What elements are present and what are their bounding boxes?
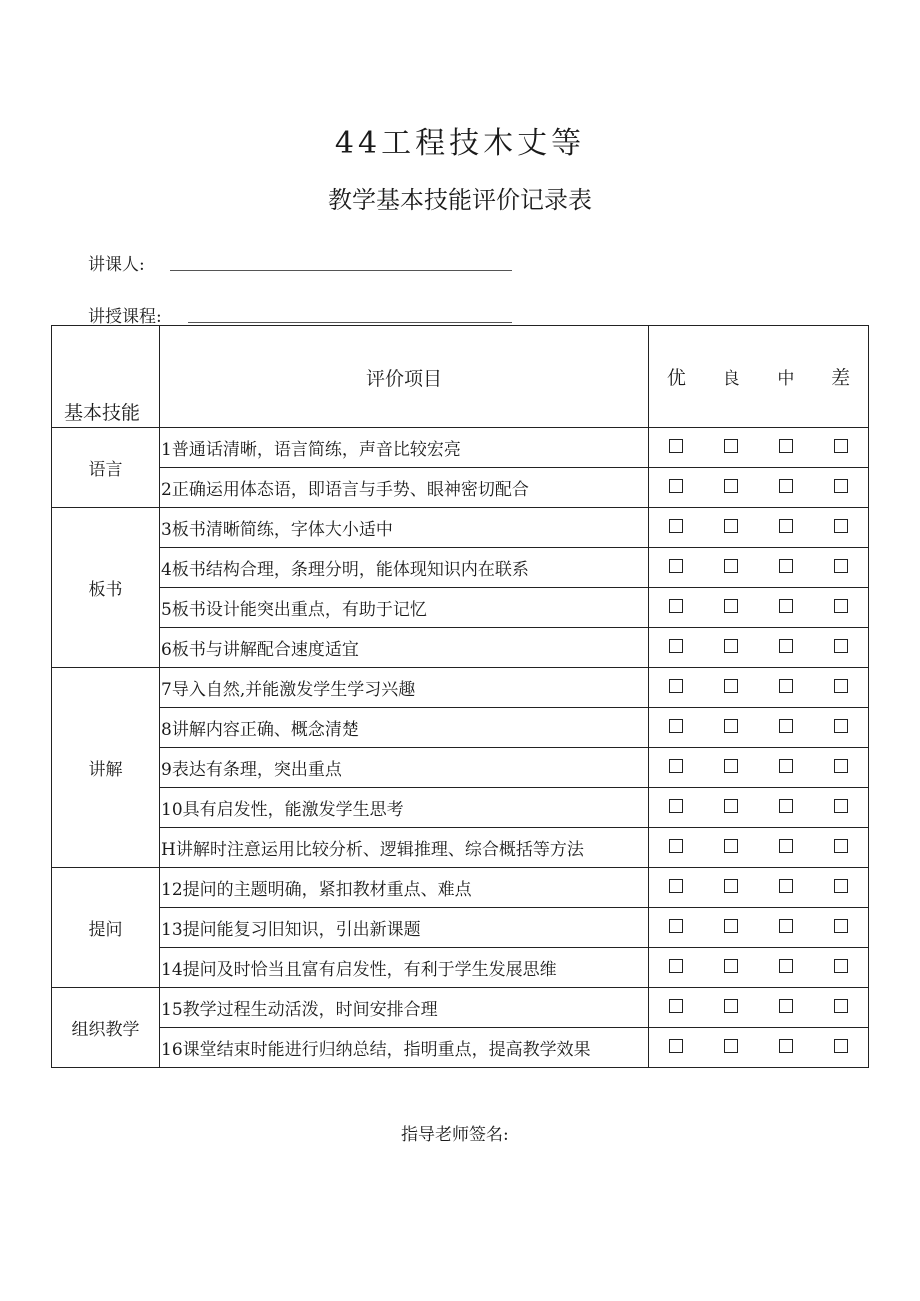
grade-checkbox-average[interactable] <box>779 599 793 613</box>
criterion-cell: 9表达有条理，突出重点 <box>160 748 649 788</box>
grade-checkbox-poor[interactable] <box>834 879 848 893</box>
grade-checkbox-cell <box>649 988 869 1028</box>
course-underline <box>188 322 512 323</box>
grade-checkbox-average[interactable] <box>779 479 793 493</box>
grade-checkbox-good[interactable] <box>724 559 738 573</box>
document-title: 教学基本技能评价记录表 <box>328 186 592 214</box>
criterion-cell: 15教学过程生动活泼，时间安排合理 <box>160 988 649 1028</box>
grade-checkbox-poor[interactable] <box>834 959 848 973</box>
grade-checkbox-poor[interactable] <box>834 479 848 493</box>
criterion-cell: 4板书结构合理，条理分明，能体现知识内在联系 <box>160 548 649 588</box>
criterion-cell: 12提问的主题明确，紧扣教材重点、难点 <box>160 868 649 908</box>
grade-checkbox-good[interactable] <box>724 519 738 533</box>
grade-checkbox-cell <box>649 668 869 708</box>
criterion-cell: 6板书与讲解配合速度适宜 <box>160 628 649 668</box>
table-row <box>52 828 869 868</box>
grade-checkbox-poor[interactable] <box>834 599 848 613</box>
grade-checkbox-cell <box>649 508 869 548</box>
grade-checkbox-average[interactable] <box>779 1039 793 1053</box>
grade-checkbox-good[interactable] <box>724 679 738 693</box>
grade-checkbox-excellent[interactable] <box>669 479 683 493</box>
category-cell: 组织教学 <box>52 988 160 1068</box>
grade-checkbox-average[interactable] <box>779 719 793 733</box>
grade-checkbox-average[interactable] <box>779 559 793 573</box>
table-row <box>52 588 869 628</box>
grade-checkbox-excellent[interactable] <box>669 559 683 573</box>
grade-checkbox-cell <box>649 828 869 868</box>
grade-checkbox-good[interactable] <box>724 959 738 973</box>
grade-checkbox-excellent[interactable] <box>669 719 683 733</box>
grade-checkbox-excellent[interactable] <box>669 919 683 933</box>
grade-checkbox-good[interactable] <box>724 839 738 853</box>
table-row <box>52 508 869 548</box>
criterion-cell: 2正确运用体态语，即语言与手势、眼神密切配合 <box>160 468 649 508</box>
grade-checkbox-average[interactable] <box>779 679 793 693</box>
criterion-cell: 10具有启发性，能激发学生思考 <box>160 788 649 828</box>
grade-checkbox-excellent[interactable] <box>669 959 683 973</box>
grade-checkbox-poor[interactable] <box>834 1039 848 1053</box>
grade-checkbox-excellent[interactable] <box>669 879 683 893</box>
grades-header-cell <box>649 326 869 428</box>
grade-checkbox-cell <box>649 1028 869 1068</box>
grade-checkbox-excellent[interactable] <box>669 519 683 533</box>
grade-checkbox-poor[interactable] <box>834 999 848 1013</box>
lecturer-label: 讲课人: <box>88 255 145 275</box>
grade-checkbox-good[interactable] <box>724 479 738 493</box>
grade-checkbox-average[interactable] <box>779 879 793 893</box>
criterion-cell: 8讲解内容正确、概念清楚 <box>160 708 649 748</box>
grade-checkbox-cell <box>649 708 869 748</box>
grade-checkbox-excellent[interactable] <box>669 599 683 613</box>
grade-checkbox-poor[interactable] <box>834 439 848 453</box>
grade-checkbox-poor[interactable] <box>834 519 848 533</box>
table-row <box>52 788 869 828</box>
table-row <box>52 988 869 1028</box>
grade-checkbox-average[interactable] <box>779 639 793 653</box>
table-row <box>52 468 869 508</box>
grade-checkbox-good[interactable] <box>724 799 738 813</box>
grade-checkbox-average[interactable] <box>779 839 793 853</box>
document-title-top: 44工程技木丈等 <box>334 126 586 161</box>
grade-checkbox-good[interactable] <box>724 1039 738 1053</box>
table-row <box>52 708 869 748</box>
grade-checkbox-excellent[interactable] <box>669 639 683 653</box>
signature-label: 指导老师签名: <box>401 1125 509 1145</box>
corner-label: 基本技能 <box>64 402 141 424</box>
criterion-cell: 5板书设计能突出重点，有助于记忆 <box>160 588 649 628</box>
grade-checkbox-good[interactable] <box>724 439 738 453</box>
grade-checkbox-good[interactable] <box>724 719 738 733</box>
grade-checkbox-excellent[interactable] <box>669 999 683 1013</box>
table-row <box>52 628 869 668</box>
table-row <box>52 868 869 908</box>
grade-checkbox-good[interactable] <box>724 999 738 1013</box>
table-row <box>52 428 869 468</box>
evaluation-table <box>51 325 869 1068</box>
grade-checkbox-average[interactable] <box>779 759 793 773</box>
grade-checkbox-cell <box>649 788 869 828</box>
category-cell: 提问 <box>52 868 160 988</box>
grade-checkbox-cell <box>649 868 869 908</box>
course-field <box>88 302 162 327</box>
grade-header-good: 良 <box>722 369 740 389</box>
criterion-cell: 3板书清晰简练，字体大小适中 <box>160 508 649 548</box>
category-cell: 板书 <box>52 508 160 668</box>
grade-checkbox-excellent[interactable] <box>669 799 683 813</box>
grade-header-average: 中 <box>777 369 795 389</box>
grade-checkbox-good[interactable] <box>724 919 738 933</box>
grade-checkbox-excellent[interactable] <box>669 1039 683 1053</box>
grade-checkbox-excellent[interactable] <box>669 839 683 853</box>
table-row <box>52 668 869 708</box>
grade-checkbox-poor[interactable] <box>834 799 848 813</box>
grade-checkbox-excellent[interactable] <box>669 439 683 453</box>
criterion-cell: 1普通话清晰，语言简练，声音比较宏亮 <box>160 428 649 468</box>
grade-checkbox-poor[interactable] <box>834 639 848 653</box>
grade-checkbox-average[interactable] <box>779 799 793 813</box>
grade-checkbox-average[interactable] <box>779 999 793 1013</box>
grade-checkbox-poor[interactable] <box>834 759 848 773</box>
table-row <box>52 748 869 788</box>
grade-checkbox-poor[interactable] <box>834 559 848 573</box>
grade-checkbox-excellent[interactable] <box>669 679 683 693</box>
criterion-cell: 16课堂结束时能进行归纳总结，指明重点，提高教学效果 <box>160 1028 649 1068</box>
lecturer-underline <box>170 270 512 271</box>
grade-checkbox-poor[interactable] <box>834 919 848 933</box>
grade-checkbox-poor[interactable] <box>834 679 848 693</box>
table-row <box>52 948 869 988</box>
table-row <box>52 548 869 588</box>
grade-checkbox-good[interactable] <box>724 599 738 613</box>
corner-cell <box>52 326 160 428</box>
course-label: 讲授课程: <box>88 307 162 327</box>
grade-checkbox-poor[interactable] <box>834 719 848 733</box>
grade-checkbox-good[interactable] <box>724 759 738 773</box>
grade-checkbox-good[interactable] <box>724 879 738 893</box>
grade-checkbox-cell <box>649 628 869 668</box>
table-row <box>52 1028 869 1068</box>
grade-checkbox-poor[interactable] <box>834 839 848 853</box>
grade-checkbox-cell <box>649 948 869 988</box>
items-header-label: 评价项目 <box>365 368 442 390</box>
category-cell: 讲解 <box>52 668 160 868</box>
criterion-cell: H讲解时注意运用比较分析、逻辑推理、综合概括等方法 <box>160 828 649 868</box>
grade-checkbox-cell <box>649 748 869 788</box>
items-header-cell <box>160 326 649 428</box>
grade-header-excellent: 优 <box>666 367 686 389</box>
grade-checkbox-cell <box>649 468 869 508</box>
criterion-cell: 7导入自然,并能激发学生学习兴趣 <box>160 668 649 708</box>
grade-checkbox-cell <box>649 908 869 948</box>
grade-checkbox-cell <box>649 588 869 628</box>
lecturer-field <box>88 250 145 275</box>
grade-checkbox-cell <box>649 428 869 468</box>
grade-checkbox-average[interactable] <box>779 439 793 453</box>
table-header-row <box>52 326 869 428</box>
grade-checkbox-excellent[interactable] <box>669 759 683 773</box>
criterion-cell: 13提问能复习旧知识，引出新课题 <box>160 908 649 948</box>
grade-header-poor: 差 <box>831 367 851 389</box>
table-row <box>52 908 869 948</box>
category-cell: 语言 <box>52 428 160 508</box>
grade-checkbox-average[interactable] <box>779 919 793 933</box>
grade-checkbox-cell <box>649 548 869 588</box>
criterion-cell: 14提问及时恰当且富有启发性，有利于学生发展思维 <box>160 948 649 988</box>
grade-checkbox-average[interactable] <box>779 519 793 533</box>
grade-checkbox-good[interactable] <box>724 639 738 653</box>
grade-checkbox-average[interactable] <box>779 959 793 973</box>
